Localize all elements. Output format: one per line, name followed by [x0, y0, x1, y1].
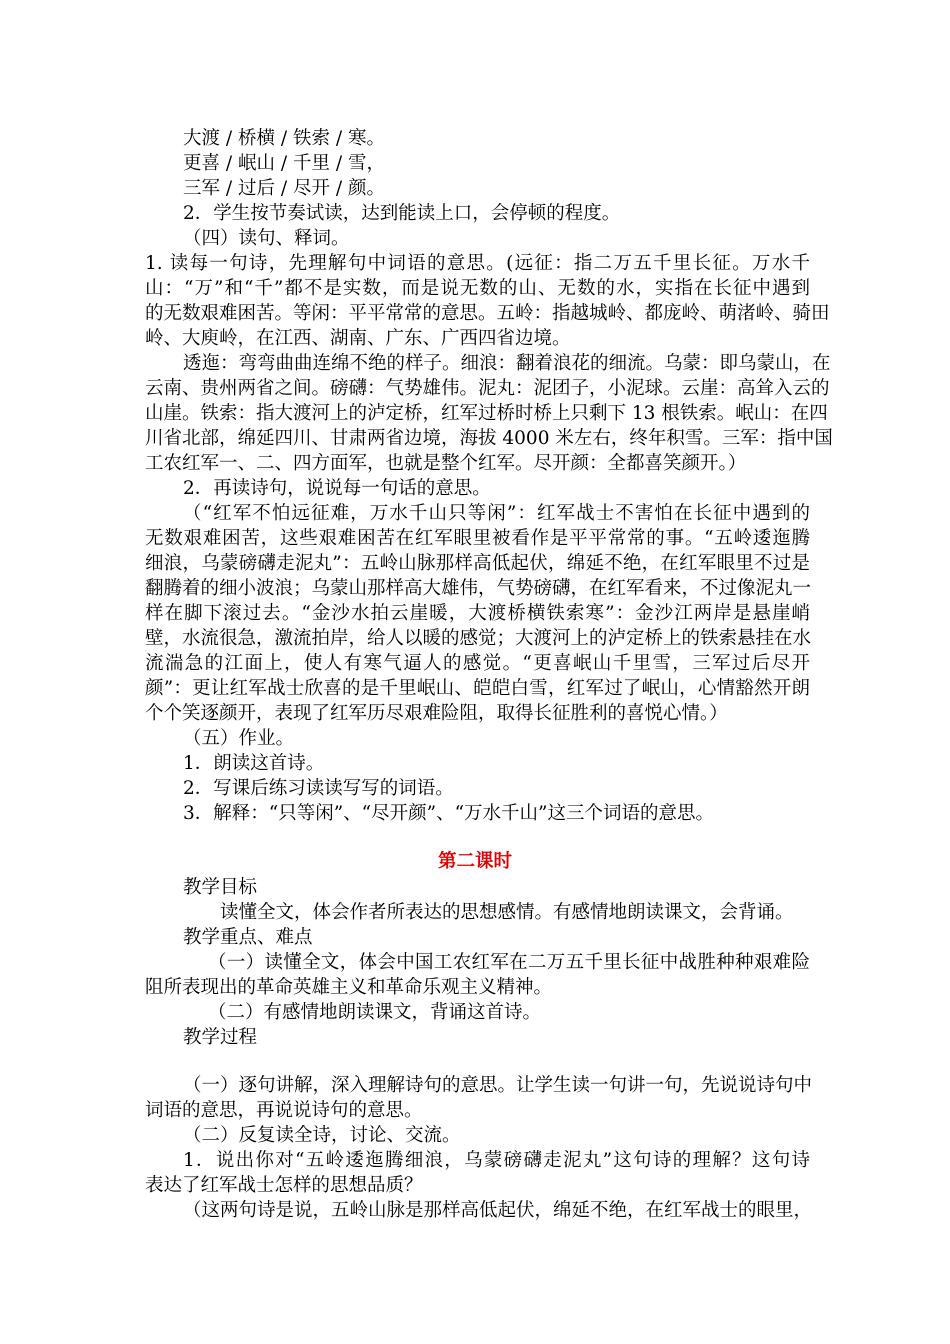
- text-line: 样在脚下滚过去。“金沙水拍云崖暖，大渡桥横铁索寒”：金沙江两岸是悬崖峭: [145, 603, 810, 624]
- text-line: 工农红军一、二、四方面军，也就是整个红军。尽开颜：全都喜笑颜开。）: [145, 453, 747, 474]
- text-line: 阻所表现出的革命英雄主义和革命乐观主义精神。: [145, 977, 553, 998]
- text-line: 三军 / 过后 / 尽开 / 颜。: [183, 178, 385, 199]
- text-line: （一）读懂全文，体会中国工农红军在二万五千里长征中战胜种种艰难险: [208, 952, 810, 973]
- text-line: 2．学生按节奏试读，达到能读上口，会停顿的程度。: [183, 203, 621, 224]
- text-line: 细浪，乌蒙磅礴走泥丸”：五岭山脉那样高低起伏，绵延不绝，在红军眼里不过是: [145, 553, 810, 574]
- text-line: 词语的意思，再说说诗句的意思。: [145, 1100, 423, 1121]
- text-line: 的无数艰难困苦。等闲：平平常常的意思。五岭：指越城岭、都庞岭、萌渚岭、骑田: [145, 303, 830, 324]
- text-line: 1．朗读这首诗。: [183, 753, 325, 774]
- text-line: 2．再读诗句，说说每一句话的意思。: [183, 478, 491, 499]
- text-line: 表达了红军战士怎样的思想品质？: [145, 1175, 423, 1196]
- text-line: 川省北部，绵延四川、甘肃两省边境，海拔 4000 米左右，终年积雪。三军：指中国: [145, 428, 833, 449]
- text-line: 教学目标: [183, 877, 258, 898]
- text-line: 流湍急的江面上，使人有寒气逼人的感觉。“更喜岷山千里雪，三军过后尽开: [145, 653, 810, 674]
- text-line: 教学重点、难点: [183, 927, 313, 948]
- text-line: 无数艰难困苦，这些艰难困苦在红军眼里被看作是平平常常的事。“五岭逶迤腾: [145, 528, 810, 549]
- text-line: 3．解释：“只等闲”、“尽开颜”、“万水千山”这三个词语的意思。: [183, 803, 715, 824]
- text-line: 山：“万”和“千”都不是实数，而是说无数的山、无数的水，实指在长征中遇到: [145, 278, 810, 299]
- text-line: （四）读句、释词。: [183, 228, 350, 249]
- text-line: 山崖。铁索：指大渡河上的泸定桥，红军过桥时桥上只剩下 13 根铁索。岷山：在四: [145, 403, 828, 424]
- text-line: 1．说出你对“五岭逶迤腾细浪，乌蒙磅礴走泥丸”这句诗的理解？这句诗: [183, 1150, 810, 1171]
- text-line: 2．写课后练习读读写写的词语。: [183, 778, 454, 799]
- section-heading: 第二课时: [437, 851, 512, 872]
- text-line: （二）有感情地朗读课文，背诵这首诗。: [208, 1002, 542, 1023]
- text-line: 翻腾着的细小波浪；乌蒙山那样高大雄伟，气势磅礴，在红军看来，不过像泥丸一: [145, 578, 812, 599]
- text-line: （二）反复读全诗，讨论、交流。: [183, 1125, 461, 1146]
- text-line: （“红军不怕远征难，万水千山只等闲”：红军战士不害怕在长征中遇到的: [183, 503, 810, 524]
- text-line: 壁，水流很急，激流拍岸，给人以暖的感觉；大渡河上的泸定桥上的铁索悬挂在水: [145, 628, 812, 649]
- text-line: 岭、大庾岭，在江西、湖南、广东、广西四省边境。: [145, 328, 571, 349]
- text-line: 读懂全文，体会作者所表达的思想感情。有感情地朗读课文，会背诵。: [220, 902, 794, 923]
- text-line: （五）作业。: [183, 728, 295, 749]
- text-line: 更喜 / 岷山 / 千里 / 雪，: [183, 153, 385, 174]
- text-line: 颜”：更让红军战士欣喜的是千里岷山、皑皑白雪，红军过了岷山，心情豁然开朗: [145, 678, 810, 699]
- text-line: 透迤：弯弯曲曲连绵不绝的样子。细浪：翻着浪花的细流。乌蒙：即乌蒙山，在: [183, 353, 831, 374]
- text-line: 教学过程: [183, 1027, 258, 1048]
- text-line: 云南、贵州两省之间。磅礴：气势雄伟。泥丸：泥团子，小泥球。云崖：高耸入云的: [145, 378, 830, 399]
- text-line: 1. 读每一句诗，先理解句中词语的意思。(远征：指二万五千里长征。万水千: [145, 253, 810, 274]
- text-line: 大渡 / 桥横 / 铁索 / 寒。: [183, 128, 385, 149]
- text-line: （这两句诗是说，五岭山脉是那样高低起伏，绵延不绝，在红军战士的眼里，: [183, 1200, 813, 1221]
- text-line: （一）逐句讲解，深入理解诗句的意思。让学生读一句讲一句，先说说诗句中: [183, 1075, 813, 1096]
- text-line: 个个笑逐颜开，表现了红军历尽艰难险阻，取得长征胜利的喜悦心情。）: [145, 703, 728, 724]
